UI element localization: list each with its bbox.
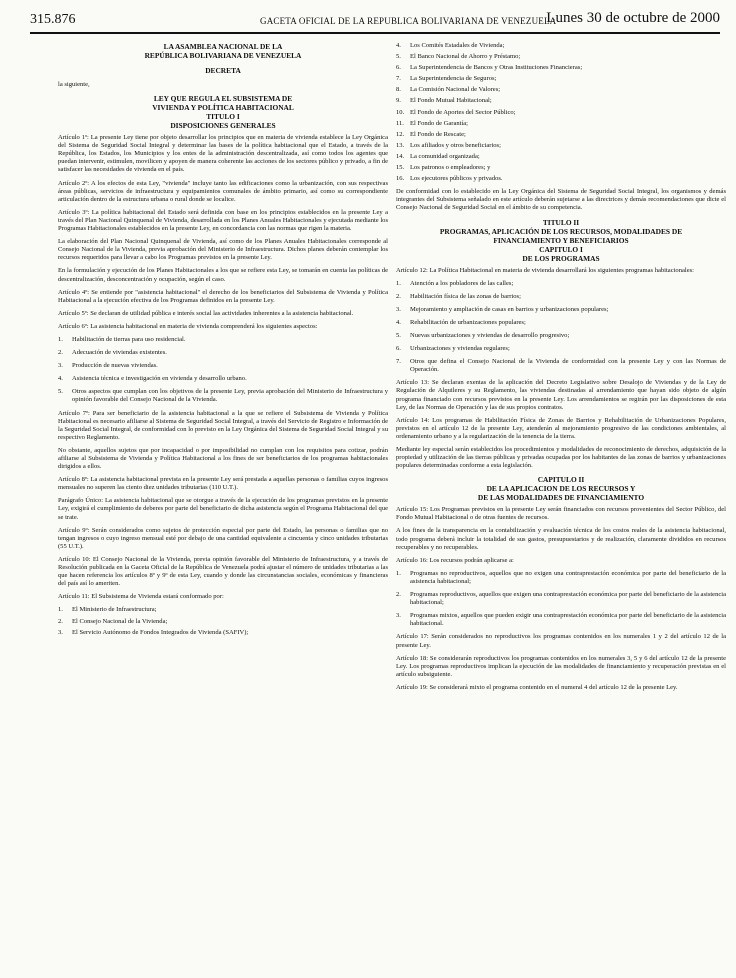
article-16: Artículo 16: Los recursos podrán aplicarse a:	[396, 556, 514, 564]
decree-heading: DECRETA	[205, 66, 241, 75]
chapter-ii-heading: CAPITULO II	[537, 475, 585, 485]
list-item: 16. Los ejecutores públicos y privados.	[396, 175, 503, 183]
list-item: 5. El Banco Nacional de Ahorro y Préstamo;	[396, 53, 521, 61]
list-item: 1. El Ministerio de Infraestructura;	[58, 606, 157, 614]
list-item: 2. El Consejo Nacional de la Vivienda;	[58, 617, 168, 625]
following-text: la siguiente,	[58, 81, 90, 88]
list-item: 4. Los Comités Estadales de Vivienda;	[396, 42, 505, 49]
list-item: 1. Programas no reproductivos, aquellos que no exigen una contraprestación económica por parte del beneficiario de la asistencia habitacional;	[396, 569, 726, 585]
left-column	[58, 42, 388, 640]
list-item: 12. El Fondo de Rescate;	[396, 130, 466, 138]
article-7: Artículo 7º: Para ser beneficiario de la asistencia habitacional a la que se refiere el Subsistema de Vivienda y Política Habitacional es necesario afiliarse al Sistema de Seguridad Social Integral, a través del Servicio de Registro e Información de la Seguridad Social Integral, de conformidad con lo previsto en la Ley Orgánica del Sistema de Seguridad Social Integral y su respectivo Reglamento.	[58, 409, 388, 441]
list-item: 6. Urbanizaciones y viviendas regulares;	[396, 345, 510, 353]
article-3-paragraph-3: En la formulación y ejecución de los Planes Habitacionales a los que se refiere esta Ley, se tomarán en cuenta las políticas de descentralización, desconcentración y ocupación, según el caso.	[58, 267, 388, 283]
list-item: 5. Otros aspectos que cumplan con los objetivos de la presente Ley, previa aprobación del Ministerio de Infraestructura y opinión favorable del Consejo Nacional de la Vivienda.	[58, 388, 388, 404]
article-3-paragraph-2: La elaboración del Plan Nacional Quinquenal de Vivienda, así como de los Planes Anuales Habitacionales corresponde al Consejo Nacional de la Vivienda, previa aprobación del Ministerio de Infraestructura. Dichos planes deberán contemplar los recursos requeridos para llevar a cabo los Programas previstos en la presente Ley.	[58, 238, 388, 262]
list-item: 3. Mejoramiento y ampliación de casas en barrios y urbanizaciones populares;	[396, 305, 609, 313]
article-7-paragraph-2: No obstante, aquellos sujetos que por incapacidad o por imposibilidad no cumplan con los requisitos para cotizar, podrán afiliarse al Subsistema de Vivienda y Política Habitacional a los fines de ser beneficiarios de los programas habitacionales dirigidos a ellos.	[58, 446, 388, 471]
article-15-paragraph-2: A los fines de la transparencia en la contabilización y evaluación técnica de los costos reales de la asistencia habitacional, todo programa deberá incluir la totalidad de sus gastos, presupuestarios y de realización, claramente divididos en recursos recuperables y no recuperables.	[396, 527, 726, 551]
title-ii-name-line-1: PROGRAMAS, APLICACIÓN DE LOS RECURSOS, MODALIDADES DE	[439, 226, 683, 236]
article-11-paragraph-2: De conformidad con lo establecido en la Ley Orgánica del Sistema de Seguridad Social Integral, los organismos y demás integrantes del Subsistema señalado en este artículo deberán sujetarse a las directrices y demás recomendaciones que dicte el Consejo Nacional de Seguridad Social en el ámbito de su competencia.	[396, 188, 726, 212]
article-19: Artículo 19: Se considerará mixto el programa contenido en el numeral 4 del artículo 12 de la presente Ley.	[396, 683, 678, 691]
article-5: Artículo 5º: Se declaran de utilidad pública e interés social las actividades inherentes a la asistencia habitacional.	[58, 309, 354, 317]
list-item: 1. Habilitación de tierras para uso residencial.	[58, 335, 186, 343]
list-item: 8. La Comisión Nacional de Valores;	[396, 86, 501, 94]
article-3: Artículo 3º: La política habitacional del Estado será definida con base en los principios establecidos en la presente Ley a través del Plan Nacional Quinquenal de Vivienda, desarrollada en los Planes Anuales Habitacionales y ejecutada mediante los Programas Habitacionales establecidos en la presente Ley, en concordancia con las normas que rigen la materia.	[58, 208, 388, 233]
list-item: 2. Habilitación física de las zonas de barrios;	[396, 292, 521, 300]
article-18: Artículo 18: Se considerarán reproductivos los programas contenidos en los numerales 3, 5 y 6 del artículo 12 de la presente Ley. Los programas reproductivos implican la ejecución de las modalidades de financiamiento y recuperación previstas en el artículo subsiguiente.	[396, 654, 726, 678]
article-14-paragraph-2: Mediante ley especial serán establecidos los procedimientos y modalidades de reconocimiento de derechos, adquisición de la propiedad y utilización de las tierras públicas y privadas ocupadas por los habitantes de las zonas de barrios y urbanizaciones populares determinadas conforme a esta legislación.	[396, 446, 726, 470]
gazette-header	[30, 10, 720, 34]
list-item: 11. El Fondo de Garantía;	[396, 119, 468, 127]
article-9: Artículo 9º: Serán considerados como sujetos de protección especial por parte del Estado, las personas o familias que no tengan ingresos o cuyo ingreso mensual esté por debajo de una cantidad equivalente a cincuenta y cinco unidades tributarias (55 U.T.).	[58, 526, 388, 550]
list-item: 2. Programas reproductivos, aquellos que exigen una contraprestación económica por parte del beneficiario de la asistencia habitacional;	[396, 591, 726, 607]
list-item: 13. Los afiliados y otros beneficiarios;	[396, 141, 501, 149]
list-item: 3. El Servicio Autónomo de Fondos Integrados de Vivienda (SAFIV);	[58, 628, 249, 636]
chapter-i-name: DE LOS PROGRAMAS	[522, 253, 600, 263]
article-10: Artículo 10: El Consejo Nacional de la Vivienda, previa opinión favorable del Ministerio de Infraestructura, y a través de Resolución publicada en la Gaceta Oficial de la República de Venezuela podrá ajustar el número de unidades tributarias a las que hacen referencia los artículos 8º y 9º de esta Ley, cuando y donde las circunstancias sociales, económicas y financieras del país así lo ameriten.	[58, 555, 388, 588]
article-14: Artículo 14: Los programas de Habilitación Física de Zonas de Barrios y Rehabilitación de Urbanizaciones Populares, previstos en el artículo 12 de la presente Ley, atenderán al mejoramiento progresivo de las condiciones ambientales, al ordenamiento urbano y a la regularización de la tenencia de la tierra.	[396, 416, 726, 440]
chapter-ii-name-line-1: DE LA APLICACION DE LOS RECURSOS Y	[486, 484, 636, 494]
list-item: 1. Atención a los pobladores de las calles;	[396, 279, 514, 287]
right-column	[396, 42, 726, 697]
list-item: 15. Los patronos o empleadores; y	[396, 164, 491, 172]
article-4: Artículo 4º: Se entiende por "asistencia habitacional" el derecho de los beneficiarios del Subsistema de Vivienda y Política Habitacional a la ejecución efectiva de los Programas definidos en la presente Ley.	[58, 288, 388, 304]
title-ii-name-line-2: FINANCIAMIENTO Y BENEFICIARIOS	[493, 235, 629, 245]
article-12: Artículo 12: La Política Habitacional en materia de vivienda desarrollará los siguientes programas habitacionales:	[396, 266, 694, 274]
republic-heading: REPÚBLICA BOLIVARIANA DE VENEZUELA	[144, 51, 302, 60]
list-item: 14. La comunidad organizada;	[396, 152, 480, 160]
article-15: Artículo 15: Los Programas previstos en la presente Ley serán financiados con recursos provenientes del Sector Público, del Fondo Mutual Habitacional o de otras fuentes de recursos.	[396, 506, 726, 522]
assembly-heading: LA ASAMBLEA NACIONAL DE LA	[163, 42, 283, 51]
law-title-line-1: LEY QUE REGULA EL SUBSISTEMA DE	[153, 94, 293, 104]
general-provisions-heading: DISPOSICIONES GENERALES	[170, 121, 276, 131]
article-2: Artículo 2º: A los efectos de esta Ley, "vivienda" incluye tanto las edificaciones como la urbanización, con sus respectivas áreas públicas, servicios de infraestructura y equipamientos comunales de ámbito primario, así como su correspondiente articulación dentro de la estructura urbana o rural donde se localice.	[58, 179, 388, 203]
article-13: Artículo 13: Se declaran exentas de la aplicación del Decreto Legislativo sobre Desalojo de Viviendas y de la Ley de Regulación de Alquileres y su Reglamento, las viviendas destinadas al arrendamiento que hayan sido objeto de algún programa financiado con recursos previstos en la presente Ley. Los arrendamientos se regirán por las disposiciones de esta Ley, de las Normas de Operación y las de sus propios contratos.	[396, 379, 726, 411]
list-item: 4. Asistencia técnica e investigación en vivienda y desarrollo urbano.	[58, 375, 247, 383]
list-item: 6. La Superintendencia de Bancos y Otras Instituciones Financieras;	[396, 64, 583, 72]
list-item: 10. El Fondo de Aportes del Sector Público;	[396, 108, 516, 116]
article-11: Artículo 11: El Subsistema de Vivienda estará conformado por:	[58, 593, 224, 601]
article-1: Artículo 1º: La presente Ley tiene por objeto desarrollar los principios que en materia de vivienda establece la Ley Orgánica del Sistema de Seguridad Social Integral y determinar las bases de la política habitacional que el Estado, a través de la República, los Estados, los Municipios y los entes de la administración descentralizada, así como todos los agentes que puedan intervenir, estimulen, movilicen y apoyen de manera coherente las acciones de los sectores público y privado, a fin de satisfacer las necesidades de vivienda en el país.	[58, 134, 388, 174]
gazette-title: GACETA OFICIAL DE LA REPUBLICA BOLIVARIANA DE VENEZUELA	[260, 16, 557, 26]
list-item: 3. Producción de nuevas viviendas.	[58, 362, 158, 370]
article-8-sole-paragraph: Parágrafo Único: La asistencia habitacional que se otorgue a través de la ejecución de los programas previstos en la presente Ley, exigirá el cumplimiento de deberes por parte del beneficiario de dicha asistencia según el Programa Habitacional del que se trate.	[58, 497, 388, 521]
title-ii-heading: TITULO II	[542, 217, 580, 227]
article-8: Artículo 8º: La asistencia habitacional prevista en la presente Ley será prestada a aquellas personas o familias cuyos ingresos mensuales no superen las ciento diez unidades tributarias (110 U.T.).	[58, 476, 388, 492]
list-item: 7. Otros que defina el Consejo Nacional de la Vivienda de conformidad con la presente Ley y con las Normas de Operación.	[396, 358, 726, 374]
list-item: 9. El Fondo Mutual Habitacional;	[396, 97, 492, 105]
chapter-ii-name-line-2: DE LAS MODALIDADES DE FINANCIAMIENTO	[477, 493, 645, 503]
page-number: 315.876	[30, 12, 76, 27]
list-item: 2. Adecuación de viviendas existentes.	[58, 349, 167, 357]
chapter-i-heading: CAPITULO I	[539, 244, 583, 254]
law-title-line-2: VIVIENDA Y POLÍTICA HABITACIONAL	[152, 103, 294, 113]
list-item: 3. Programas mixtos, aquellos que pueden exigir una contraprestación económica por parte del beneficiario de la asistencia habitacional.	[396, 612, 726, 628]
issue-date: Lunes 30 de octubre de 2000	[546, 10, 720, 26]
title-i-heading: TITULO I	[206, 112, 240, 122]
list-item: 4. Rehabilitación de urbanizaciones populares;	[396, 318, 526, 326]
article-6: Artículo 6º: La asistencia habitacional en materia de vivienda comprenderá los siguientes aspectos:	[58, 322, 318, 330]
article-17: Artículo 17: Serán considerados no reproductivos los programas contenidos en los numerales 1 y 2 del artículo 12 de la presente Ley.	[396, 633, 726, 649]
list-item: 7. La Superintendencia de Seguros;	[396, 75, 497, 83]
list-item: 5. Nuevas urbanizaciones y viviendas de desarrollo progresivo;	[396, 331, 570, 339]
